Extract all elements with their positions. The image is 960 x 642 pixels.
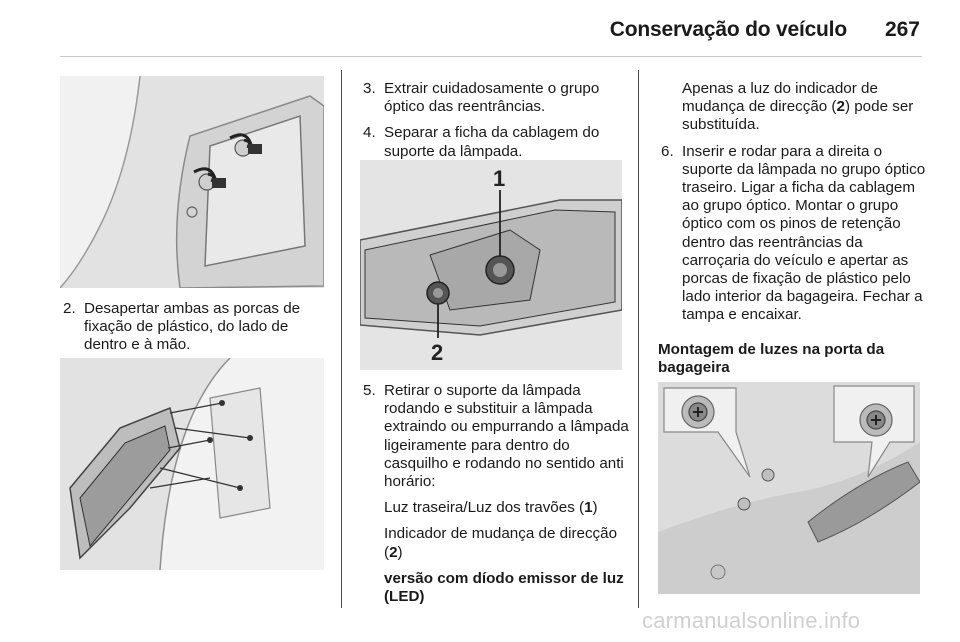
step-3-number: 3. xyxy=(363,80,376,97)
step-5-number: 5. xyxy=(363,382,376,399)
led-only-suffix: ) pode ser substituída. xyxy=(682,98,914,134)
header-rule xyxy=(60,56,922,57)
step-2-text: Desapertar ambas as porcas de fixação de plástico, do lado de dentro e à mão. xyxy=(84,300,301,354)
step-5 xyxy=(360,382,630,491)
led-only-prefix: Apenas a luz do indicador de mudança de direcção ( xyxy=(682,80,878,116)
step-2 xyxy=(60,300,330,355)
step-4-number: 4. xyxy=(363,124,376,142)
figure-tailgate-lights xyxy=(658,382,920,594)
section-heading-tailgate-lights: Montagem de luzes na porta da bagageira xyxy=(658,340,885,376)
step-3-text: Extrair cuidadosamente o grupo óptico das reentrâncias. xyxy=(384,80,600,116)
tail-light-note xyxy=(384,499,630,517)
step-4 xyxy=(360,124,628,160)
figure-light-cluster-removal xyxy=(60,358,324,570)
header-title: Conservação do veículo xyxy=(609,18,847,41)
led-version-heading: versão com díodo emissor de luz (LED) xyxy=(384,569,624,606)
step-4-text: Separar a ficha da cablagem do suporte da lâmpada. xyxy=(384,124,600,160)
step-6 xyxy=(658,143,926,325)
led-only-number: 2 xyxy=(836,98,845,116)
column-divider-right xyxy=(638,70,639,608)
watermark: carmanualsonline.info xyxy=(642,608,861,633)
page-header xyxy=(610,18,920,42)
tail-light-suffix: ) xyxy=(592,499,598,517)
figure-rear-panel-nuts xyxy=(60,76,324,288)
led-only-note xyxy=(682,80,926,135)
step-6-number: 6. xyxy=(661,142,674,160)
turn-signal-prefix: Indicador de mudança de direcção ( xyxy=(384,525,618,561)
callout-2: 2 xyxy=(431,340,444,365)
step-3 xyxy=(360,80,628,116)
step-6-text: Inserir e rodar para a direita o suporte da lâmpada no grupo óptico traseiro. Ligar a ficha da cablagem ao grupo óptico. Montar o grupo óptico com os pinos de retenção dentro das reentrâncias da carroçaria do veículo e apertar as porcas de fixação de plástico pelo lado interior da bagageira. Fechar a tampa e encaixar. xyxy=(682,142,926,324)
callout-1: 1 xyxy=(493,166,506,191)
tail-light-prefix: Luz traseira/Luz dos travões ( xyxy=(384,499,585,517)
page-number: 267 xyxy=(884,18,920,41)
turn-signal-note xyxy=(384,525,630,561)
column-divider-left xyxy=(341,70,342,608)
figure-bulb-holder xyxy=(360,160,622,370)
turn-signal-suffix: ) xyxy=(397,543,403,561)
step-5-text: Retirar o suporte da lâmpada rodando e substituir a lâmpada extraindo ou empurrando a lâmpada ligeiramente para dentro do casquilho e rodando no sentido anti horário: xyxy=(384,382,629,491)
step-2-number: 2. xyxy=(63,300,76,317)
turn-signal-number: 2 xyxy=(389,543,398,561)
tail-light-number: 1 xyxy=(584,499,593,517)
